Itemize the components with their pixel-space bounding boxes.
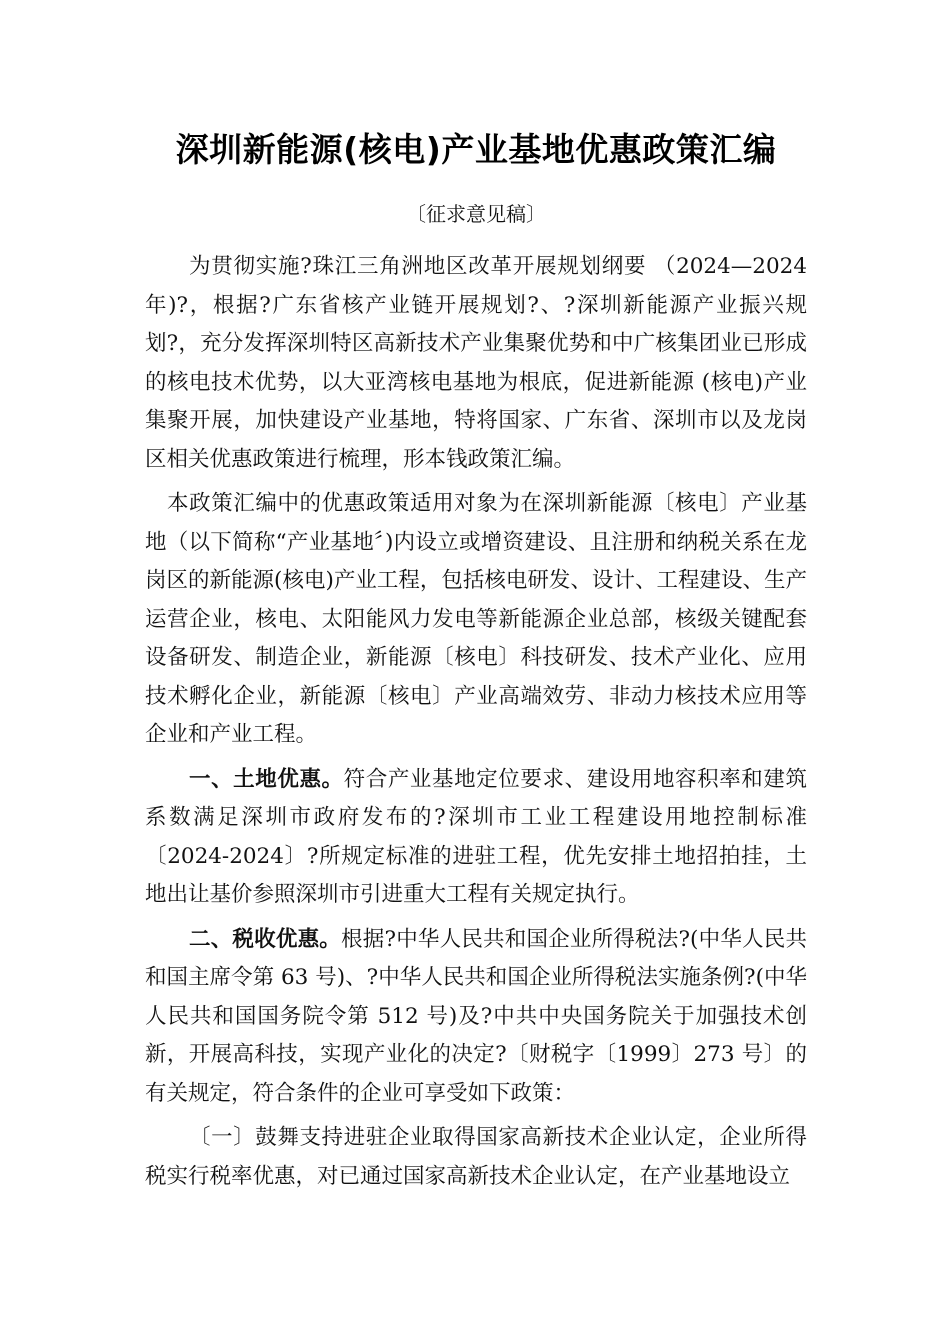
- document-page: [145, 0, 807, 1196]
- paragraph-text: 根据?中华人民共和国企业所得税法?(中华人民共和国主席令第 63 号)、?中华人民共和国企业所得税法实施条例?(中华人民共和国国务院令第 512 号)及?中共中央国务院关于加强技术创新，开展高科技，实现产业化的决定?〔财税字〔1999〕273 号〕的有关规定，符合条件的企业可享受如下政策：: [145, 926, 807, 1106]
- document-title: 深圳新能源(核电)产业基地优惠政策汇编: [175, 130, 777, 169]
- paragraph-text: 本政策汇编中的优惠政策适用对象为在深圳新能源〔核电〕产业基地（以下简称“产业基地〞)内设立或增资建设、且注册和纳税关系在龙岗区的新能源(核电)产业工程，包括核电研发、设计、工程建设、生产运营企业，核电、太阳能风力发电等新能源企业总部，核级关键配套设备研发、制造企业，新能源〔核电〕科技研发、技术产业化、应用技术孵化企业，新能源〔核电〕产业高端效劳、非动力核技术应用等企业和产业工程。: [145, 491, 807, 747]
- section-heading: 二、税收优惠。: [189, 926, 342, 952]
- paragraph-text: 符合产业基地定位要求、建设用地容积率和建筑系数满足深圳市政府发布的?深圳市工业工程建设用地控制标准〔2024-2024〕?所规定标准的进驻工程，优先安排土地招拍挂，土地出让基价参照深圳市引进重大工程有关规定执行。: [145, 766, 807, 907]
- tax-policy-paragraph: [145, 921, 807, 1114]
- document-subtitle: 〔征求意见稿〕: [406, 202, 546, 226]
- intro-paragraph: [145, 248, 807, 479]
- scope-paragraph: [145, 485, 807, 755]
- land-policy-paragraph: [145, 761, 807, 915]
- paragraph-text: 〔一〕鼓舞支持进驻企业取得国家高新技术企业认定，企业所得税实行税率优惠，对已通过国家高新技术企业认定，在产业基地设立: [145, 1125, 807, 1189]
- section-heading: 一、土地优惠。: [189, 766, 344, 792]
- tax-item-paragraph: [145, 1119, 807, 1196]
- paragraph-text: 为贯彻实施?珠江三角洲地区改革开展规划纲要 （2024—2024年)?，根据?广东省核产业链开展规划?、?深圳新能源产业振兴规划?，充分发挥深圳特区高新技术产业集聚优势和中广核集团业已形成的核电技术优势，以大亚湾核电基地为根底，促进新能源 (核电)产业集聚开展，加快建设产业基地，特将国家、广东省、深圳市以及龙岗区相关优惠政策进行梳理，形本钱政策汇编。: [145, 254, 807, 472]
